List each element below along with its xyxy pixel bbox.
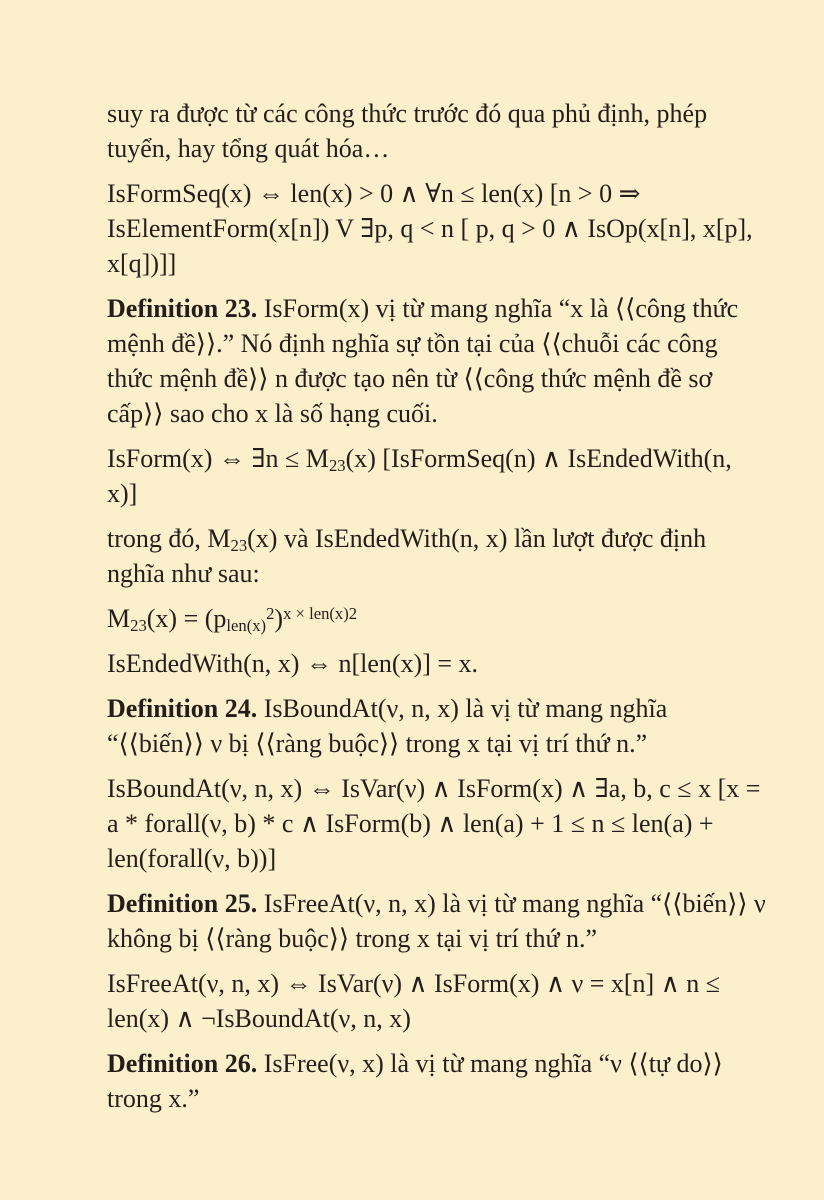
text-run: suy ra được từ các công thức trước đó qua phủ định, phép tuyển, hay tổng quát hóa… <box>107 99 708 163</box>
definition-25 <box>107 886 768 956</box>
definition-label: Definition 24. <box>107 694 258 723</box>
definition-label: Definition 25. <box>107 889 258 918</box>
subscript: 23 <box>130 615 147 635</box>
text-run: IsForm(x) ⇔ ∃n ≤ M <box>107 444 329 473</box>
text-run: (x) = (p <box>146 604 227 633</box>
para-trong-do <box>107 521 768 591</box>
definition-23 <box>107 291 768 431</box>
text-run: (x) [IsFormSeq(n) ∧ IsEndedWith(n, x)] <box>107 444 732 508</box>
formula-isfreeat <box>107 966 768 1036</box>
formula-isform <box>107 441 768 511</box>
text-run: trong đó, M <box>107 524 231 553</box>
para-continuation <box>107 96 768 166</box>
text-run: IsEndedWith(n, x) ⇔ n[len(x)] = x. <box>107 649 479 678</box>
subscript: 23 <box>328 455 346 475</box>
text-run: M <box>107 604 131 633</box>
subscript: len(x) <box>226 615 267 635</box>
text-run: IsForm(x) vị từ mang nghĩa “x là ⟨⟨công thức mệnh đề⟩⟩.” Nó định nghĩa sự tồn tại của ⟨⟨chuỗi các công thức mệnh đề⟩⟩ n được tạo nên từ ⟨⟨công thức mệnh đề sơ cấp⟩⟩ sao cho x là số hạng cuối. <box>107 294 739 428</box>
text-run: IsBoundAt(ν, n, x) ⇔ IsVar(ν) ∧ IsForm(x) ∧ ∃a, b, c ≤ x [x = a * forall(ν, b) * c ∧ IsForm(b) ∧ len(a) + 1 ≤ n ≤ len(a) + len(forall(ν, b))] <box>107 774 761 873</box>
formula-m23 <box>107 601 768 636</box>
definition-label: Definition 23. <box>107 294 258 323</box>
text-run: IsFreeAt(ν, n, x) ⇔ IsVar(ν) ∧ IsForm(x) ∧ ν = x[n] ∧ n ≤ len(x) ∧ ¬IsBoundAt(ν, n, x) <box>107 969 721 1033</box>
text-run: IsFormSeq(x) ⇔ len(x) > 0 ∧ ∀n ≤ len(x) [n > 0 ⇒ IsElementForm(x[n]) V ∃p, q < n [ p, q > 0 ∧ IsOp(x[n], x[p], x[q])]] <box>107 179 753 278</box>
definition-label: Definition 26. <box>107 1049 258 1078</box>
superscript: x × len(x)2 <box>283 604 358 624</box>
text-run: IsBoundAt(ν, n, x) là vị từ mang nghĩa “⟨⟨biến⟩⟩ ν bị ⟨⟨ràng buộc⟩⟩ trong x tại vị trí thứ n.” <box>107 694 668 758</box>
formula-isboundat <box>107 771 768 876</box>
formula-isformseq <box>107 176 768 281</box>
subscript: 23 <box>230 535 248 555</box>
superscript: 2 <box>266 604 275 624</box>
text-run: IsFreeAt(ν, n, x) là vị từ mang nghĩa “⟨⟨biến⟩⟩ ν không bị ⟨⟨ràng buộc⟩⟩ trong x tại vị trí thứ n.” <box>107 889 766 953</box>
text-run: IsFree(ν, x) là vị từ mang nghĩa “ν ⟨⟨tự do⟩⟩ trong x.” <box>107 1049 723 1113</box>
definition-26 <box>107 1046 768 1116</box>
text-run: ) <box>274 604 284 633</box>
definition-24 <box>107 691 768 761</box>
formula-isendedwith <box>107 646 768 681</box>
text-run: (x) và IsEndedWith(n, x) lần lượt được định nghĩa như sau: <box>107 524 707 588</box>
